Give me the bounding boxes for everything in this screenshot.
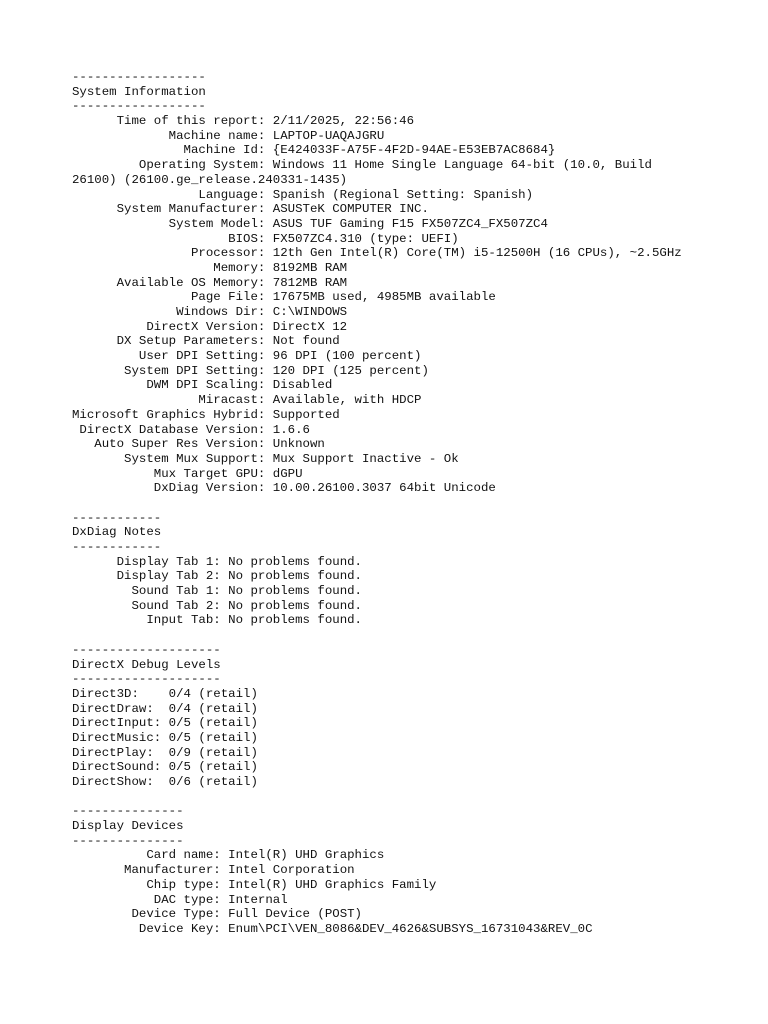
entry-value: Intel(R) UHD Graphics Family (220, 877, 437, 892)
entry-value: Unknown (265, 437, 325, 452)
section-title-system-information: System Information (72, 84, 206, 99)
report-entry (72, 305, 762, 320)
report-entry (72, 599, 762, 614)
section-rule: ------------ (72, 510, 162, 525)
display-devices-entries (72, 848, 762, 936)
entry-value: No problems found. (220, 584, 362, 599)
report-entry (72, 232, 762, 247)
entry-value: ASUS TUF Gaming F15 FX507ZC4_FX507ZC4 (265, 216, 548, 231)
dxdiag-notes-entries (72, 555, 762, 628)
entry-value: Internal (220, 892, 288, 907)
entry-value: 96 DPI (100 percent) (265, 349, 422, 364)
entry-value: LAPTOP-UAQAJGRU (265, 128, 385, 143)
entry-value: 7812MB RAM (265, 275, 348, 290)
entry-label: DirectPlay: (72, 745, 162, 760)
entry-value: No problems found. (220, 569, 362, 584)
entry-label: Microsoft Graphics Hybrid: (72, 407, 266, 422)
report-entry (72, 613, 762, 628)
report-entry (72, 276, 762, 291)
section-title-display-devices: Display Devices (72, 819, 184, 834)
entry-label: Mux Target GPU: (72, 466, 266, 481)
report-entry (72, 158, 762, 173)
report-entry (72, 893, 762, 908)
entry-value: 2/11/2025, 22:56:46 (265, 114, 415, 129)
section-rule: -------------------- (72, 642, 221, 657)
section-title-dxdiag-notes: DxDiag Notes (72, 525, 162, 540)
report-entry (72, 907, 762, 922)
entry-label: DirectMusic: (72, 730, 162, 745)
entry-value: ASUSTeK COMPUTER INC. (265, 202, 429, 217)
entry-label: Machine Id: (72, 143, 266, 158)
entry-value: 0/6 (retail) (161, 775, 258, 789)
entry-label: BIOS: (72, 231, 266, 246)
entry-label: Machine name: (72, 128, 266, 143)
report-entry (72, 775, 762, 790)
report-entry (72, 848, 762, 863)
entry-value: Intel Corporation (220, 863, 355, 878)
entry-value: 0/4 (retail) (161, 686, 258, 701)
system-information-entries (72, 114, 762, 496)
entry-value: dGPU (265, 466, 303, 481)
report-entry (72, 393, 762, 408)
entry-value: Full Device (POST) (220, 907, 362, 922)
report-entry (72, 863, 762, 878)
section-rule: -------------------- (72, 672, 221, 687)
entry-value: No problems found. (220, 613, 362, 628)
entry-label: DirectX Version: (72, 319, 266, 334)
entry-value: No problems found. (220, 554, 362, 569)
entry-value: {E424033F-A75F-4F2D-94AE-E53EB7AC8684} (265, 143, 556, 158)
entry-value-continuation: 26100) (26100.ge_release.240331-1435) (72, 172, 348, 187)
entry-label: DirectX Database Version: (72, 422, 266, 437)
entry-label: Chip type: (72, 877, 221, 892)
entry-value: Supported (265, 407, 340, 422)
report-entry (72, 202, 762, 217)
report-entry (72, 188, 762, 203)
report-entry (72, 687, 762, 702)
entry-value: 0/5 (retail) (161, 730, 258, 745)
entry-label: Processor: (72, 246, 266, 261)
entry-label: Card name: (72, 848, 221, 863)
report-entry (72, 408, 762, 423)
section-rule: --------------- (72, 804, 184, 819)
report-entry (72, 746, 762, 761)
directx-debug-levels-entries (72, 687, 762, 790)
entry-label: Miracast: (72, 393, 266, 408)
entry-value: 12th Gen Intel(R) Core(TM) i5-12500H (16 CPUs), ~2.5GHz (265, 246, 682, 261)
report-entry (72, 423, 762, 438)
entry-label: DirectShow: (72, 775, 162, 789)
entry-label: Input Tab: (72, 613, 221, 628)
entry-label: Device Key: (72, 921, 221, 936)
entry-label: DxDiag Version: (72, 481, 266, 496)
entry-value: 120 DPI (125 percent) (265, 363, 429, 378)
entry-label: System Manufacturer: (72, 202, 266, 217)
entry-value: 0/5 (retail) (161, 760, 258, 775)
report-entry (72, 481, 762, 496)
entry-label: Display Tab 2: (72, 569, 221, 584)
report-entry (72, 731, 762, 746)
report-entry (72, 364, 762, 379)
entry-label: Language: (72, 187, 266, 202)
entry-label: DirectInput: (72, 716, 162, 731)
report-entry (72, 129, 762, 144)
entry-value: No problems found. (220, 598, 362, 613)
entry-value: FX507ZC4.310 (type: UEFI) (265, 231, 459, 246)
report-entry (72, 452, 762, 467)
report-entry (72, 261, 762, 276)
report-entry (72, 569, 762, 584)
entry-label: Display Tab 1: (72, 554, 221, 569)
entry-label: Sound Tab 1: (72, 584, 221, 599)
entry-value: DirectX 12 (265, 319, 348, 334)
report-entry (72, 922, 762, 937)
entry-label: Sound Tab 2: (72, 598, 221, 613)
entry-label: System Mux Support: (72, 451, 266, 466)
report-entry (72, 246, 762, 261)
section-rule: ------------------ (72, 70, 206, 84)
entry-label: Time of this report: (72, 114, 266, 129)
entry-label: DAC type: (72, 892, 221, 907)
entry-label: Direct3D: (72, 686, 162, 701)
entry-value: Intel(R) UHD Graphics (220, 848, 385, 863)
report-entry (72, 584, 762, 599)
entry-label: DirectDraw: (72, 701, 162, 716)
report-entry (72, 143, 762, 158)
report-entry (72, 290, 762, 305)
report-entry (72, 349, 762, 364)
entry-value: Available, with HDCP (265, 393, 422, 408)
report-entry (72, 217, 762, 232)
section-rule: --------------- (72, 833, 184, 848)
report-entry (72, 716, 762, 731)
entry-value: 0/9 (retail) (161, 745, 258, 760)
report-entry (72, 555, 762, 570)
report-entry (72, 320, 762, 335)
entry-value: Enum\PCI\VEN_8086&DEV_4626&SUBSYS_16731043&REV_0C (220, 921, 593, 936)
entry-value: 0/4 (retail) (161, 701, 258, 716)
entry-label: Page File: (72, 290, 266, 305)
report-entry (72, 760, 762, 775)
entry-value: 1.6.6 (265, 422, 310, 437)
section-rule: ------------------ (72, 99, 206, 114)
entry-value: C:\WINDOWS (265, 305, 348, 319)
entry-label: DX Setup Parameters: (72, 334, 266, 349)
entry-label: Auto Super Res Version: (72, 437, 266, 452)
entry-label: Available OS Memory: (72, 275, 266, 290)
entry-label: Windows Dir: (72, 305, 266, 319)
section-title-directx-debug-levels: DirectX Debug Levels (72, 657, 221, 672)
entry-label: User DPI Setting: (72, 349, 266, 364)
report-entry (72, 702, 762, 717)
entry-label: DWM DPI Scaling: (72, 378, 266, 393)
entry-label: Operating System: (72, 158, 266, 173)
report-entry (72, 334, 762, 349)
entry-value: 10.00.26100.3037 64bit Unicode (265, 481, 496, 496)
report-entry (72, 467, 762, 482)
entry-value: 17675MB used, 4985MB available (265, 290, 496, 305)
report-entry (72, 437, 762, 452)
entry-value: Disabled (265, 378, 333, 393)
report-entry (72, 114, 762, 129)
section-rule: ------------ (72, 540, 162, 554)
entry-value: Spanish (Regional Setting: Spanish) (265, 187, 534, 202)
entry-label: Memory: (72, 260, 266, 275)
entry-label: Manufacturer: (72, 863, 221, 878)
entry-value: Windows 11 Home Single Language 64-bit (10.0, Build (265, 158, 652, 173)
entry-label: DirectSound: (72, 760, 162, 775)
entry-value: Mux Support Inactive - Ok (265, 451, 459, 466)
dxdiag-report (72, 70, 762, 937)
entry-label: System DPI Setting: (72, 363, 266, 378)
entry-value: 8192MB RAM (265, 260, 348, 275)
entry-label: System Model: (72, 216, 266, 231)
report-entry (72, 878, 762, 893)
report-entry (72, 378, 762, 393)
entry-value: 0/5 (retail) (161, 716, 258, 731)
entry-value: Not found (265, 334, 340, 349)
entry-label: Device Type: (72, 907, 221, 922)
